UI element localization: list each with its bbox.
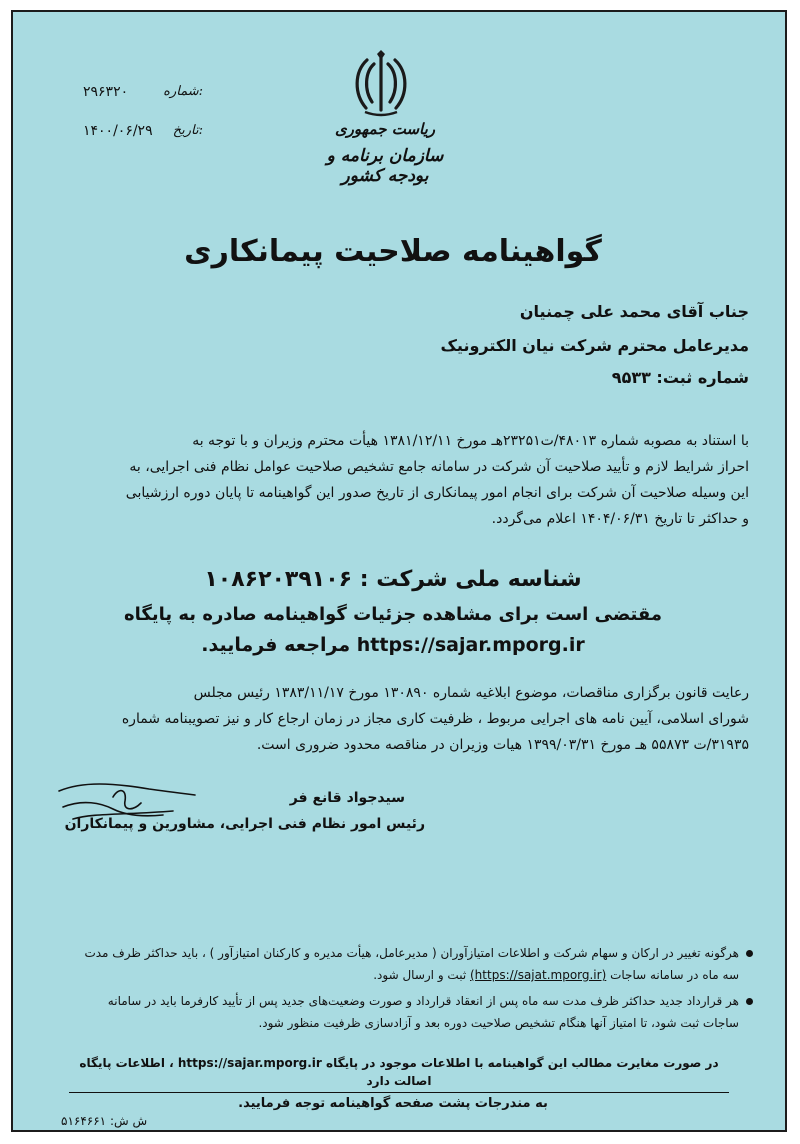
- compliance-paragraph: [49, 680, 749, 758]
- footer-notice: [69, 1054, 729, 1093]
- letter-number-label: شماره:: [163, 84, 203, 99]
- certificate-title: گواهینامه صلاحیت پیمانکاری: [184, 234, 602, 269]
- serial-number: ش ش: ۵۱۶۴۶۶۱: [61, 1114, 148, 1128]
- certificate-paper: [11, 10, 787, 1132]
- org-line-organization: سازمان برنامه و بودجه کشور: [326, 146, 444, 186]
- sajar-notice-line2: [113, 634, 673, 656]
- bullet-icon: [746, 950, 753, 957]
- sajar-notice-line1: مقتضی است برای مشاهده جزئیات گواهینامه صادره به پایگاه: [123, 604, 663, 625]
- footer-text: ، اطلاعات پایگاه اصالت دارد: [79, 1056, 432, 1088]
- registration-number: شماره ثبت: ۹۵۳۳: [611, 368, 749, 387]
- body-paragraph: [49, 428, 749, 532]
- body-line: احراز شرایط لازم و تأیید صلاحیت آن شرکت در سامانه جامع تشخیص صلاحیت عوامل نظام فنی اجرایی، به: [129, 459, 749, 475]
- recipient-title: مدیرعامل محترم شرکت نیان الکترونیک: [440, 336, 749, 355]
- letter-date-value: ۱۴۰۰/۰۶/۲۹: [83, 123, 153, 139]
- back-page-note: به مندرجات پشت صفحه گواهینامه توجه فرمایید.: [238, 1096, 548, 1111]
- org-line-presidency: ریاست جمهوری: [334, 120, 436, 138]
- note-text: سه ماه در سامانه ساجات: [610, 968, 739, 982]
- letter-number-value: ۲۹۶۳۲۰: [83, 84, 129, 100]
- sajar-notice-suffix: مراجعه فرمایید.: [201, 634, 351, 656]
- bullet-icon: [746, 998, 753, 1005]
- compliance-line: ۳۱۹۳۵/ت ۵۵۸۷۳ هـ مورخ ۱۳۹۹/۰۳/۳۱ هیات وزیران در مناقصه محدود ضروری است.: [256, 737, 749, 753]
- iran-emblem-icon: [351, 50, 411, 118]
- recipient-name: جناب آقای محمد علی چمنیان: [519, 302, 749, 321]
- signatory-position: رئیس امور نظام فنی اجرایی، مشاورین و پیمانکاران: [64, 816, 425, 832]
- footer-url-link[interactable]: https://sajar.mporg.ir: [177, 1056, 322, 1070]
- letter-date-label: تاریخ:: [172, 123, 203, 138]
- compliance-line: رعایت قانون برگزاری مناقصات، موضوع ابلاغیه شماره ۱۳۰۸۹۰ مورخ ۱۳۸۳/۱۱/۱۷ رئیس مجلس: [193, 685, 749, 701]
- note-text: ثبت و ارسال شود.: [373, 968, 467, 982]
- note-text: هر قرارداد جدید حداکثر ظرف مدت سه ماه پس از انعقاد قرارداد و صورت وضعیت‌های جدید پس از تأیید کارفرما باید در سامانه: [107, 994, 739, 1008]
- note-text: هرگونه تغییر در ارکان و سهام شرکت و اطلاعات امتیازآوران ( مدیرعامل، هیأت مدیره و کارکنان امتیازآور ) ، باید حداکثر ظرف مدت: [84, 946, 739, 960]
- body-line: و حداکثر تا تاریخ ۱۴۰۴/۰۶/۳۱ اعلام می‌گردد.: [491, 511, 749, 527]
- sajar-url-link[interactable]: https://sajar.mporg.ir: [356, 634, 585, 656]
- compliance-line: شورای اسلامی، آیین نامه های اجرایی مربوط ، ظرفیت کاری مجاز در زمان ارجاع کار و نیز تصویبنامه شماره: [121, 711, 749, 727]
- national-id-value: ۱۰۸۶۲۰۳۹۱۰۶: [204, 567, 353, 592]
- body-line: این وسیله صلاحیت آن شرکت برای انجام امور پیمانکاری از تاریخ صدور این گواهینامه تا پایان دوره ارزشیابی: [125, 485, 749, 501]
- national-id-label: شناسه ملی شرکت :: [359, 567, 582, 592]
- note-item: [49, 942, 739, 986]
- note-item: [49, 990, 739, 1034]
- body-line: با استناد به مصوبه شماره ۴۸۰۱۳/ت۲۳۲۵۱هـ مورخ ۱۳۸۱/۱۲/۱۱ هیأت محترم وزیران و با توجه به: [192, 433, 749, 449]
- signatory-name: سیدجواد قانع فر: [289, 790, 405, 806]
- footer-text: در صورت مغایرت مطالب این گواهینامه با اطلاعات موجود در پایگاه: [326, 1056, 719, 1070]
- sajat-url-link[interactable]: (https://sajat.mporg.ir): [470, 968, 607, 982]
- national-id-line: [173, 567, 613, 592]
- note-text: ساجات ثبت شود، تا امتیاز آنها هنگام تشخیص صلاحیت دوره بعد و آزادسازی ظرفیت منظور شود.: [258, 1016, 739, 1030]
